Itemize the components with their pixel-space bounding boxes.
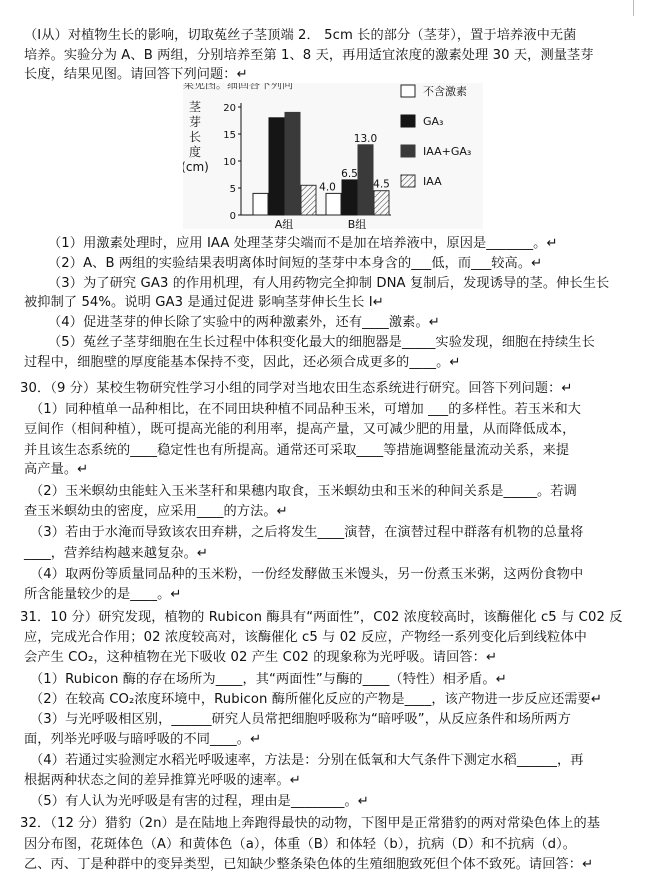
legend-label: GA₃: [423, 115, 444, 128]
page-corner-mark: [633, 0, 654, 16]
legend-swatch: [401, 145, 415, 157]
y-axis-label: (cm): [183, 160, 209, 174]
text-line: （3）与光呼吸相区别，______研究人员常把细胞呼吸称为“暗呼吸”，从反应条件和场所两方: [30, 712, 571, 727]
text-line: （Ⅰ从）对植物生长的影响，切取菟丝子茎顶端 2． 5cm 长的部分（茎芽），置于培养液中无菌: [24, 28, 577, 43]
text-line: 因分布图，花斑体色（A）和黄体色（a），体重（B）和体轻（b），抗病（D）和不抗病（d）。: [24, 837, 577, 852]
y-tick-label: 5: [229, 184, 236, 195]
text-line: （3）为了研究 GA3 的作用机理，有人用药物完全抑制 DNA 复制后，发现诱导的茎。伸长生长: [48, 276, 610, 291]
text-line: （1）Rubicon 酶的存在场所为____，其“两面性”与酶的____（特性）相矛盾。↵: [30, 672, 507, 687]
y-axis-label: 长: [188, 130, 202, 144]
data-label: 4.0: [319, 181, 336, 194]
text-line: 所含能量较少的是____。↵: [24, 587, 182, 602]
text-line: 并且该生态系统的____稳定性也有所提高。通常还可采取____等措施调整能量流动关系，来提: [24, 443, 570, 458]
text-line: （2）玉米螟幼虫能蛀入玉米茎秆和果穗内取食，玉米螟幼虫和玉米的种间关系是_____。若调: [30, 484, 577, 499]
bar: [301, 185, 316, 215]
legend-swatch: [401, 85, 415, 97]
text-line: 会产生 CO₂，这种植物在光下吸收 02 产生 C02 的现象称为光呼吸。请回答：↵: [24, 650, 498, 665]
legend-label: IAA+GA₃: [423, 145, 472, 158]
y-axis-label: 芽: [188, 115, 202, 129]
legend-swatch: [401, 175, 415, 187]
y-tick-label: 15: [223, 130, 236, 141]
text-line: （3）若由于水淹而导致该农田弃耕，之后将发生____演替，在演替过程中群落有机物的总量将: [30, 525, 584, 540]
bar: [342, 180, 357, 215]
legend-label: IAA: [423, 175, 442, 188]
text-line: （5）有人认为光呼吸是有害的过程，理由是________。↵: [30, 794, 369, 809]
chart-top-text: 果见图。细回答下列问: [183, 83, 293, 91]
text-line: （4）取两份等质量同品种的玉米粉，一份经发酵做玉米馒头，另一份煮玉米粥，这两份食物中: [30, 567, 584, 582]
text-line: 30．（9 分）某校生物研究性学习小组的同学对当地农田生态系统进行研究。回答下列问题：↵: [20, 381, 573, 396]
text-line: （5）菟丝子茎芽细胞在生长过程中体积变化最大的细胞器是_____实验发现，细胞在持续生长: [48, 335, 595, 350]
text-line: （4）促进茎芽的伸长除了实验中的两种激素外，还有____激素。↵: [48, 315, 440, 330]
text-line: （2）在较高 CO₂浓度环境中，Rubicon 酶所催化反应的产物是____，该产物进一步反应还需要↵: [30, 692, 602, 707]
legend-swatch: [401, 115, 415, 127]
y-tick-label: 10: [223, 157, 236, 168]
text-line: 31．10 分）研究发现，植物的 Rubicon 酶具有“两面性”，C02 浓度较高时，该酶催化 c5 与 C02 反: [20, 610, 623, 625]
text-line: 长度，结果见图。请回答下列问题：↵: [24, 67, 248, 82]
bar: [374, 191, 389, 215]
stem-length-bar-chart: [183, 83, 483, 229]
bar: [358, 145, 373, 215]
bar: [253, 193, 268, 215]
text-line: 根据两种状态之间的差异推算光呼吸的速率。↵: [24, 773, 301, 788]
text-line: （1）用激素处理时，应用 IAA 处理茎芽尖端而不是加在培养液中，原因是_______。↵: [48, 236, 558, 251]
y-axis-label: 茎: [188, 100, 202, 114]
chart-svg: [183, 83, 483, 229]
text-line: 乙、丙、丁是种群中的变异类型，已知缺少整条染色体的生殖细胞致死但个体不致死。请回答：↵: [24, 857, 594, 872]
text-line: 培养。实验分为 A、B 两组，分别培养至第 1、8 天，再用适宜浓度的激素处理 30 天，测量茎芽: [24, 48, 594, 63]
text-line: （2）A、B 两组的实验结果表明离体时间短的茎芽中本身含的___低，而___较高。↵: [48, 256, 543, 271]
legend-label: 不含激素: [423, 85, 467, 98]
bar: [269, 118, 284, 215]
text-line: 豆间作（相间种植），既可提高光能的利用率，提高产量，又可减少肥的用量，从而降低成本，: [24, 422, 576, 437]
y-tick-label: 20: [223, 103, 236, 114]
data-label: 13.0: [353, 132, 378, 145]
text-line: ____，营养结构越来越复杂。↵: [24, 546, 209, 561]
text-line: 高产量。↵: [24, 462, 89, 477]
data-label: 4.5: [373, 178, 390, 191]
bar: [285, 112, 300, 215]
text-line: 过程中，细胞壁的厚度能基本保持不变，因此，还必须合成更多的____。↵: [24, 355, 461, 370]
y-axis-label: 度: [188, 145, 202, 159]
text-line: （4）若通过实验测定水稻光呼吸速率，方法是：分别在低氧和大气条件下测定水稻______，再: [30, 753, 584, 768]
x-category-label: B组: [347, 218, 367, 229]
x-category-label: A组: [274, 218, 294, 229]
data-label: 6.5: [341, 167, 358, 180]
text-line: 被抑制了 54%。说明 GA3 是通过促进 影响茎芽伸长生长 I↵: [24, 295, 384, 310]
text-line: 查玉米螟幼虫的密度，应采用____的方法。↵: [24, 504, 288, 519]
y-tick-label: 0: [229, 211, 236, 222]
text-line: 面，列举光呼吸与暗呼吸的不同____。↵: [24, 732, 262, 747]
bar: [326, 193, 341, 215]
text-line: 应，完成光合作用；02 浓度较高对，该酶催化 c5 与 02 反应，产物经一系列变化后到线粒体中: [24, 630, 587, 645]
text-line: 32．（12 分）猎豹（2n）是在陆地上奔跑得最快的动物，下图甲是正常猎豹的两对常染色体上的基: [20, 816, 601, 831]
text-line: （1）同种植单一品种相比，在不同田块种植不同品种玉米，可增加 ___的多样性。若玉米和大: [30, 402, 582, 417]
